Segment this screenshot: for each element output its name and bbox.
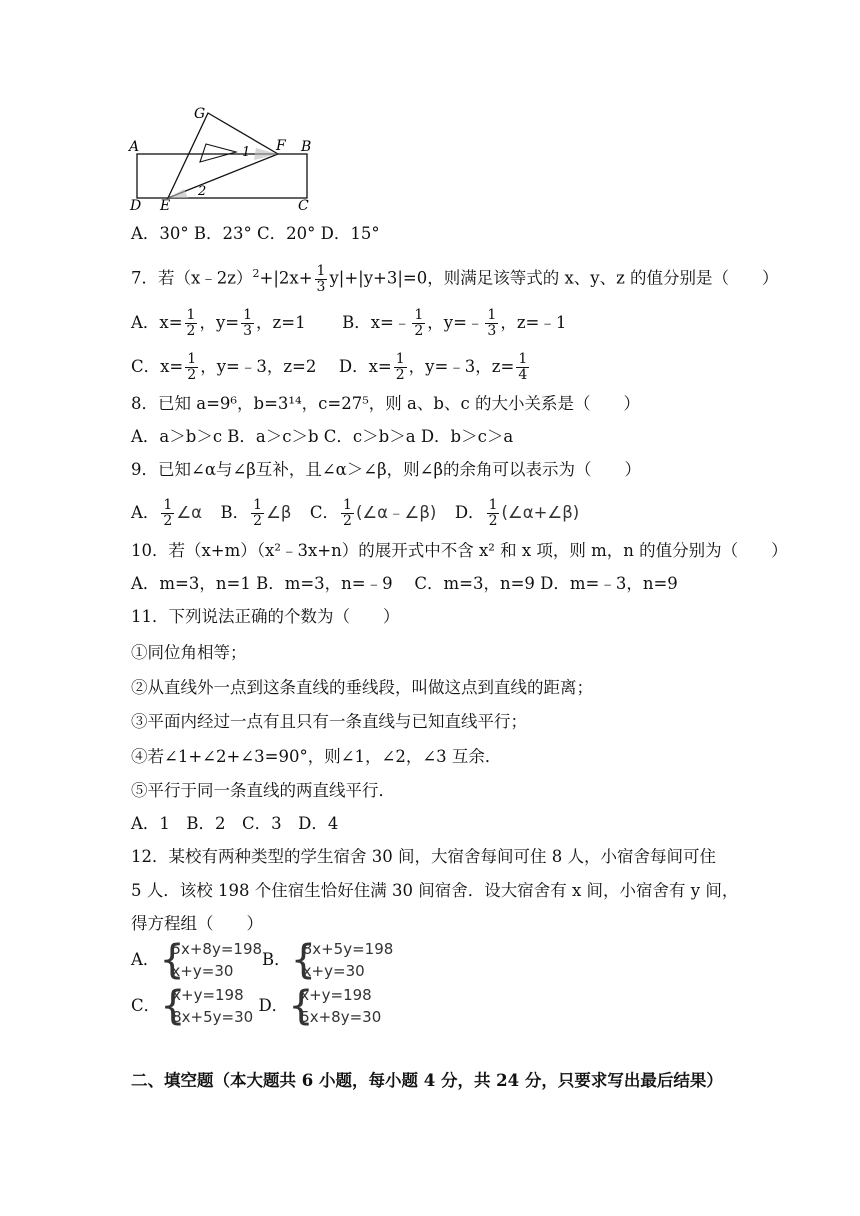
label-E: E xyxy=(160,198,171,212)
q7-stem-a: 7．若（x﹣2z） xyxy=(131,268,253,288)
q7-optB-a: B．x=﹣ xyxy=(342,313,411,332)
q9-half-denominator: 2 xyxy=(488,513,498,529)
q7-options-cd xyxy=(131,352,531,383)
q7-optA-c: ，z=1 xyxy=(256,313,306,332)
q12-options-ab xyxy=(131,938,393,982)
q12-line-3: 得方程组（ ） xyxy=(131,914,263,933)
q12-optD-brace: { xyxy=(288,983,314,1029)
q12-line-2: 5 人．该校 198 个住宿生恰好住满 30 间宿舍．设大宿舍有 x 间，小宿舍有 y 间， xyxy=(131,881,739,900)
q11-statement-1: ①同位角相等； xyxy=(131,643,247,662)
q12-optD-label: D． xyxy=(258,996,289,1015)
q7-optA-f1n: 1 xyxy=(186,307,196,323)
q9-optC-label: C． xyxy=(309,503,340,522)
q7-optA-b: ，y= xyxy=(199,313,240,332)
q9-optA-half xyxy=(161,498,174,529)
q10-options: A．m=3，n=1 B．m=3，n=﹣9 C．m=3，n=9 D．m=﹣3，n=9 xyxy=(131,574,678,593)
q12-optB-eq1: 8x+5y=198 xyxy=(302,940,394,958)
q7-optD-b: ，y=﹣3，z= xyxy=(408,357,515,376)
q9-optD-expr: (∠α+∠β) xyxy=(501,503,580,522)
q7-optC-a: C．x= xyxy=(131,357,184,376)
q12-optA-brace: { xyxy=(159,937,185,983)
q7-optB-frac2 xyxy=(485,308,498,339)
q11-statement-5: ⑤平行于同一条直线的两直线平行． xyxy=(131,781,395,800)
q12-optC-eq1: x+y=198 xyxy=(172,986,244,1004)
q7-optD-f1d: 2 xyxy=(395,367,405,383)
label-C: C xyxy=(298,198,309,212)
q12-optA-label: A． xyxy=(131,950,160,969)
label-angle-2: 2 xyxy=(198,184,207,199)
q9-optB-expr: ∠β xyxy=(266,503,292,522)
q7-stem xyxy=(131,262,779,295)
q12-optC-eq2: 8x+5y=30 xyxy=(172,1008,254,1026)
q12-optB-label: B． xyxy=(262,950,291,969)
q7-optB-c: ，z=﹣1 xyxy=(500,313,567,332)
q7-optA-f2d: 3 xyxy=(243,323,253,339)
q7-optB-b: ，y=﹣ xyxy=(427,313,484,332)
q9-half-denominator: 2 xyxy=(253,513,263,529)
q7-optA-f2n: 1 xyxy=(243,307,253,323)
q7-optD-f1n: 1 xyxy=(395,351,405,367)
q9-optB-half xyxy=(251,498,264,529)
q7-optA-frac1 xyxy=(185,308,198,339)
q9-optA-expr: ∠α xyxy=(176,503,203,522)
q6-figure xyxy=(128,104,320,212)
q9-stem: 9．已知∠α与∠β互补，且∠α＞∠β，则∠β的余角可以表示为（ ） xyxy=(131,460,642,479)
q7-frac-numerator: 1 xyxy=(316,262,326,279)
section-2-heading: 二、填空题（本大题共 6 小题，每小题 4 分，共 24 分，只要求写出最后结果） xyxy=(131,1071,723,1090)
q11-statement-2: ②从直线外一点到这条直线的垂线段，叫做这点到直线的距离； xyxy=(131,678,593,697)
q7-optB-f1d: 2 xyxy=(414,323,424,339)
q7-optB-frac1 xyxy=(412,308,425,339)
q12-optD-eq2: 5x+8y=30 xyxy=(300,1008,382,1026)
label-F: F xyxy=(276,138,286,154)
q10-stem: 10．若（x+m）（x²﹣3x+n）的展开式中不含 x² 和 x 项，则 m，n 的值分别为（ ） xyxy=(131,541,788,560)
q11-stem: 11．下列说法正确的个数为（ ） xyxy=(131,607,400,626)
q7-optB-f2n: 1 xyxy=(487,307,497,323)
q7-optA-a: A．x= xyxy=(131,313,183,332)
q11-statement-4: ④若∠1+∠2+∠3=90°，则∠1，∠2，∠3 互余． xyxy=(131,747,502,766)
q12-optA-eq2: x+y=30 xyxy=(171,962,234,980)
q12-options-cd xyxy=(131,984,381,1028)
q7-optD-f2d: 4 xyxy=(518,367,528,383)
q8-stem: 8．已知 a=9⁶，b=3¹⁴，c=27⁵，则 a、b、c 的大小关系是（ ） xyxy=(131,394,640,413)
q7-optD-a: D．x= xyxy=(338,357,392,376)
q9-half-denominator: 2 xyxy=(343,513,352,529)
q7-optA-frac2 xyxy=(241,308,254,339)
q7-stem-fraction xyxy=(315,264,328,295)
q7-optB-f1n: 1 xyxy=(414,307,424,323)
q9-half-numerator: 1 xyxy=(488,497,498,513)
q7-stem-b: +|2x+ xyxy=(259,268,313,288)
q9-options xyxy=(131,498,579,529)
q9-optC-expr: (∠α﹣∠β) xyxy=(355,503,437,522)
q11-statement-3: ③平面内经过一点有且只有一条直线与已知直线平行； xyxy=(131,712,527,731)
label-angle-1: 1 xyxy=(242,145,251,160)
q12-optC-system xyxy=(160,984,253,1028)
q7-stem-sup: 2 xyxy=(252,267,260,280)
q9-optD-half xyxy=(487,498,500,529)
q12-optB-system xyxy=(291,938,394,982)
q7-optA-f1d: 2 xyxy=(186,323,196,339)
label-G: G xyxy=(194,106,206,122)
q11-options: A．1 B．2 C．3 D．4 xyxy=(131,814,339,833)
q7-options-ab xyxy=(131,308,566,339)
q12-optA-system xyxy=(159,938,262,982)
q7-stem-c: y|+|y+3|=0，则满足该等式的 x、y、z 的值分别是（ ） xyxy=(329,268,779,288)
q9-optD-label: D． xyxy=(454,503,485,522)
q12-optB-eq2: x+y=30 xyxy=(302,962,365,980)
label-A: A xyxy=(129,139,140,155)
q7-optD-f2n: 1 xyxy=(518,351,528,367)
q7-optC-frac xyxy=(185,352,198,383)
q12-line-1: 12．某校有两种类型的学生宿舍 30 间，大宿舍每间可住 8 人，小宿舍每间可住 xyxy=(131,847,716,866)
q7-optC-fd: 2 xyxy=(187,367,197,383)
q9-half-denominator: 2 xyxy=(163,513,173,529)
q9-optB-label: B． xyxy=(220,503,250,522)
q12-optC-brace: { xyxy=(160,983,186,1029)
q9-half-numerator: 1 xyxy=(163,497,173,513)
q12-optA-eq1: 5x+8y=198 xyxy=(171,940,263,958)
q7-frac-denominator: 3 xyxy=(316,278,326,295)
q7-optC-b: ，y=﹣3，z=2 xyxy=(200,357,317,376)
q9-half-numerator: 1 xyxy=(343,497,352,513)
label-B: B xyxy=(301,139,312,155)
q7-optD-frac2 xyxy=(516,352,529,383)
q12-optD-eq1: x+y=198 xyxy=(300,986,372,1004)
q12-optD-system xyxy=(288,984,381,1028)
q12-optC-label: C． xyxy=(131,996,161,1015)
q7-optB-f2d: 3 xyxy=(487,323,497,339)
q12-optB-brace: { xyxy=(290,937,317,983)
label-D: D xyxy=(130,198,142,212)
q9-optA-label: A． xyxy=(131,503,160,522)
q9-optC-half xyxy=(341,498,354,529)
q6-options: A．30° B．23° C．20° D．15° xyxy=(131,224,380,243)
q8-options: A．a＞b＞c B．a＞c＞b C．c＞b＞a D．b＞c＞a xyxy=(131,427,514,446)
q9-half-numerator: 1 xyxy=(253,497,263,513)
q7-optC-fn: 1 xyxy=(187,351,197,367)
q7-optD-frac1 xyxy=(394,352,407,383)
triangle-ruler-hole xyxy=(200,144,236,162)
